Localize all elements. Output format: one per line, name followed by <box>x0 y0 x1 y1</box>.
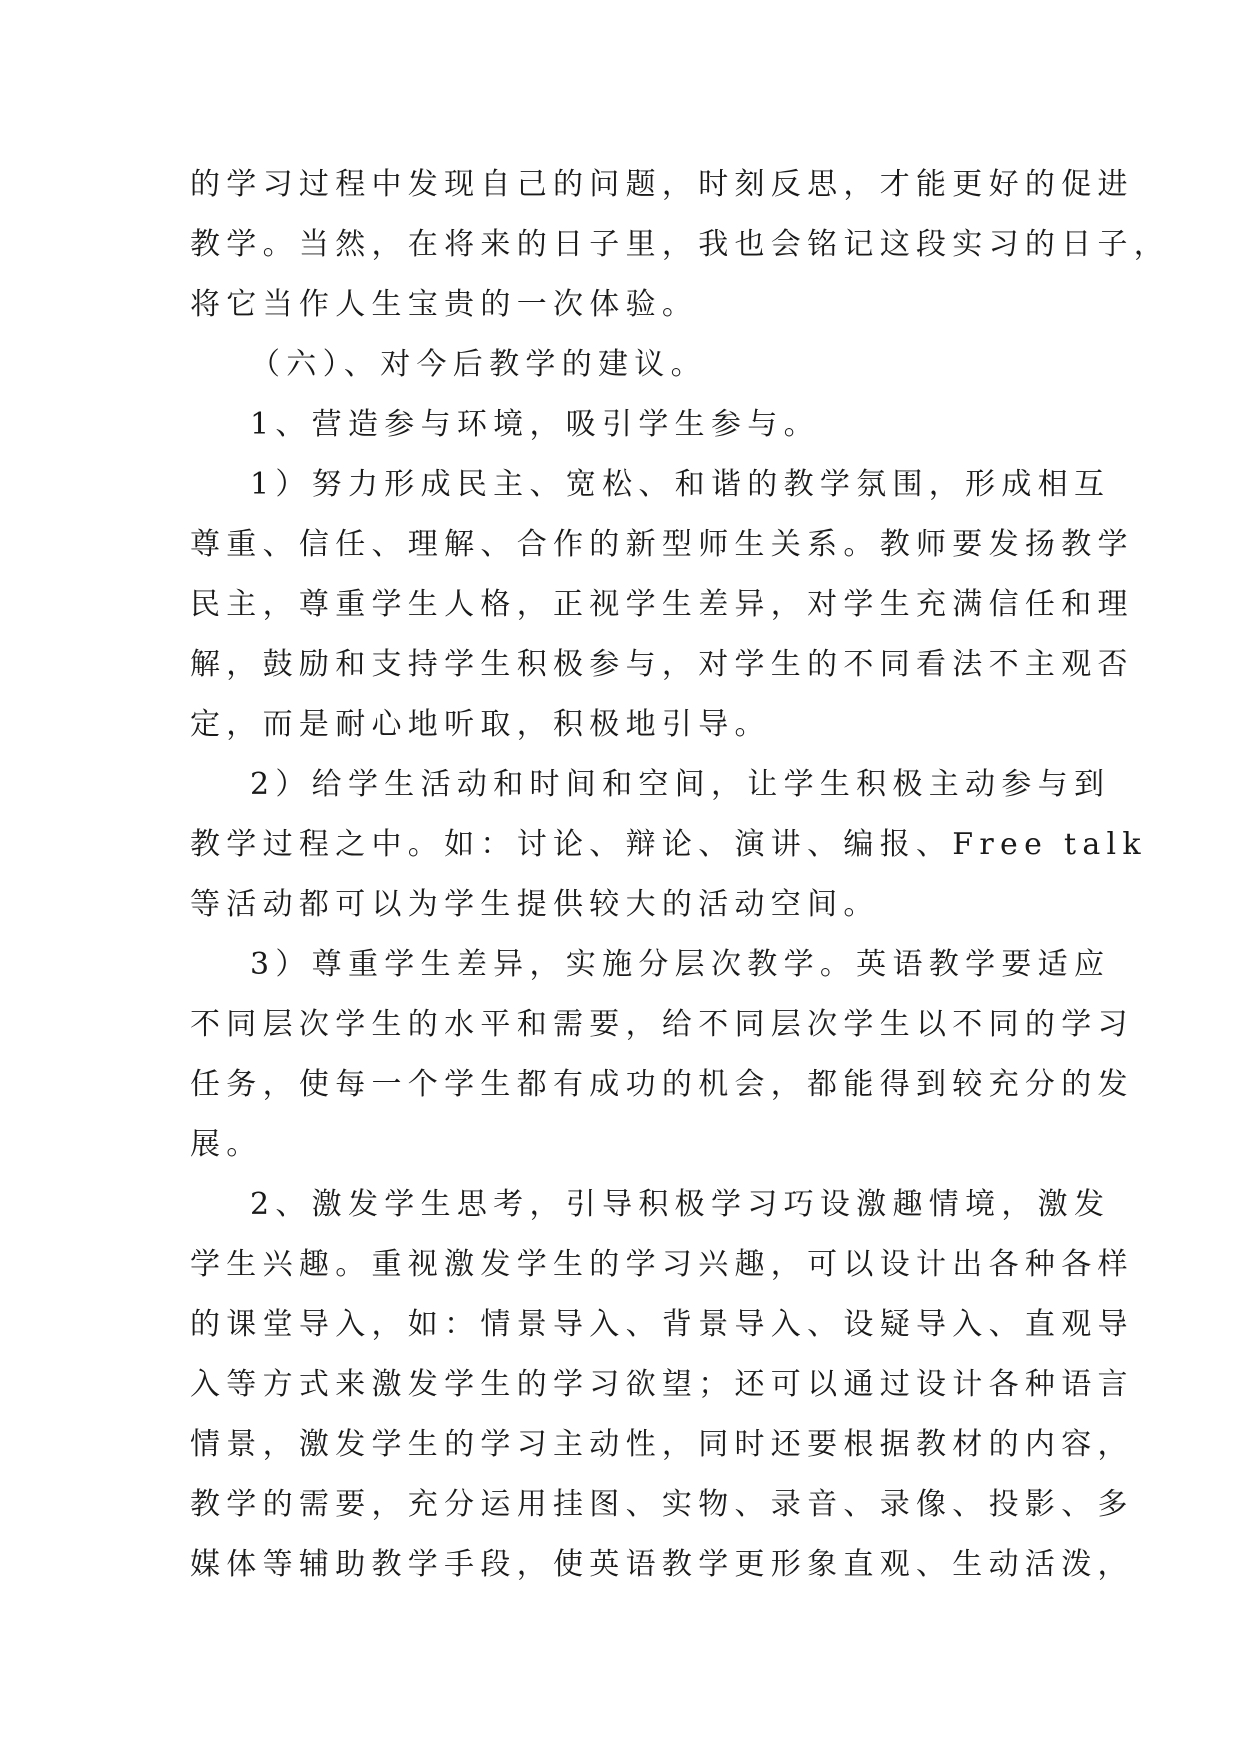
text-line: 入等方式来激发学生的学习欲望；还可以通过设计各种语言 <box>190 1367 1134 1402</box>
text-line: 定，而是耐心地听取，积极地引导。 <box>190 707 771 742</box>
subsection-heading: 1、营造参与环境，吸引学生参与。 <box>250 407 820 442</box>
text-line: 尊重、信任、理解、合作的新型师生关系。教师要发扬教学 <box>190 527 1134 562</box>
text-line: 等活动都可以为学生提供较大的活动空间。 <box>190 887 880 922</box>
text-line: 将它当作人生宝贵的一次体验。 <box>190 287 699 322</box>
text-line: 3）尊重学生差异，实施分层次教学。英语教学要适应 <box>250 947 1111 982</box>
text-line: 媒体等辅助教学手段，使英语教学更形象直观、生动活泼， <box>190 1547 1134 1582</box>
text-line: 学生兴趣。重视激发学生的学习兴趣，可以设计出各种各样 <box>190 1247 1134 1282</box>
text-line: 教学。当然，在将来的日子里，我也会铭记这段实习的日子， <box>190 227 1171 262</box>
section-heading: （六）、对今后教学的建议。 <box>250 347 707 382</box>
text-line: 不同层次学生的水平和需要，给不同层次学生以不同的学习 <box>190 1007 1134 1042</box>
text-line: 展。 <box>190 1127 263 1162</box>
text-line: 的课堂导入，如：情景导入、背景导入、设疑导入、直观导 <box>190 1307 1134 1342</box>
text-line: 教学的需要，充分运用挂图、实物、录音、录像、投影、多 <box>190 1487 1134 1522</box>
text-line: 2）给学生活动和时间和空间，让学生积极主动参与到 <box>250 767 1111 802</box>
text-line: 解，鼓励和支持学生积极参与，对学生的不同看法不主观否 <box>190 647 1134 682</box>
document-body <box>190 155 1171 1595</box>
subsection-heading: 2、激发学生思考，引导积极学习巧设激趣情境，激发 <box>250 1187 1111 1222</box>
text-line: 情景，激发学生的学习主动性，同时还要根据教材的内容， <box>190 1427 1134 1462</box>
text-line: 民主，尊重学生人格，正视学生差异，对学生充满信任和理 <box>190 587 1134 622</box>
text-line: 的学习过程中发现自己的问题，时刻反思，才能更好的促进 <box>190 167 1134 202</box>
text-line: 1）努力形成民主、宽松、和谐的教学氛围，形成相互 <box>250 467 1111 502</box>
text-line: 任务，使每一个学生都有成功的机会，都能得到较充分的发 <box>190 1067 1134 1102</box>
text-line: 教学过程之中。如：讨论、辩论、演讲、编报、Free talk <box>190 827 1147 862</box>
